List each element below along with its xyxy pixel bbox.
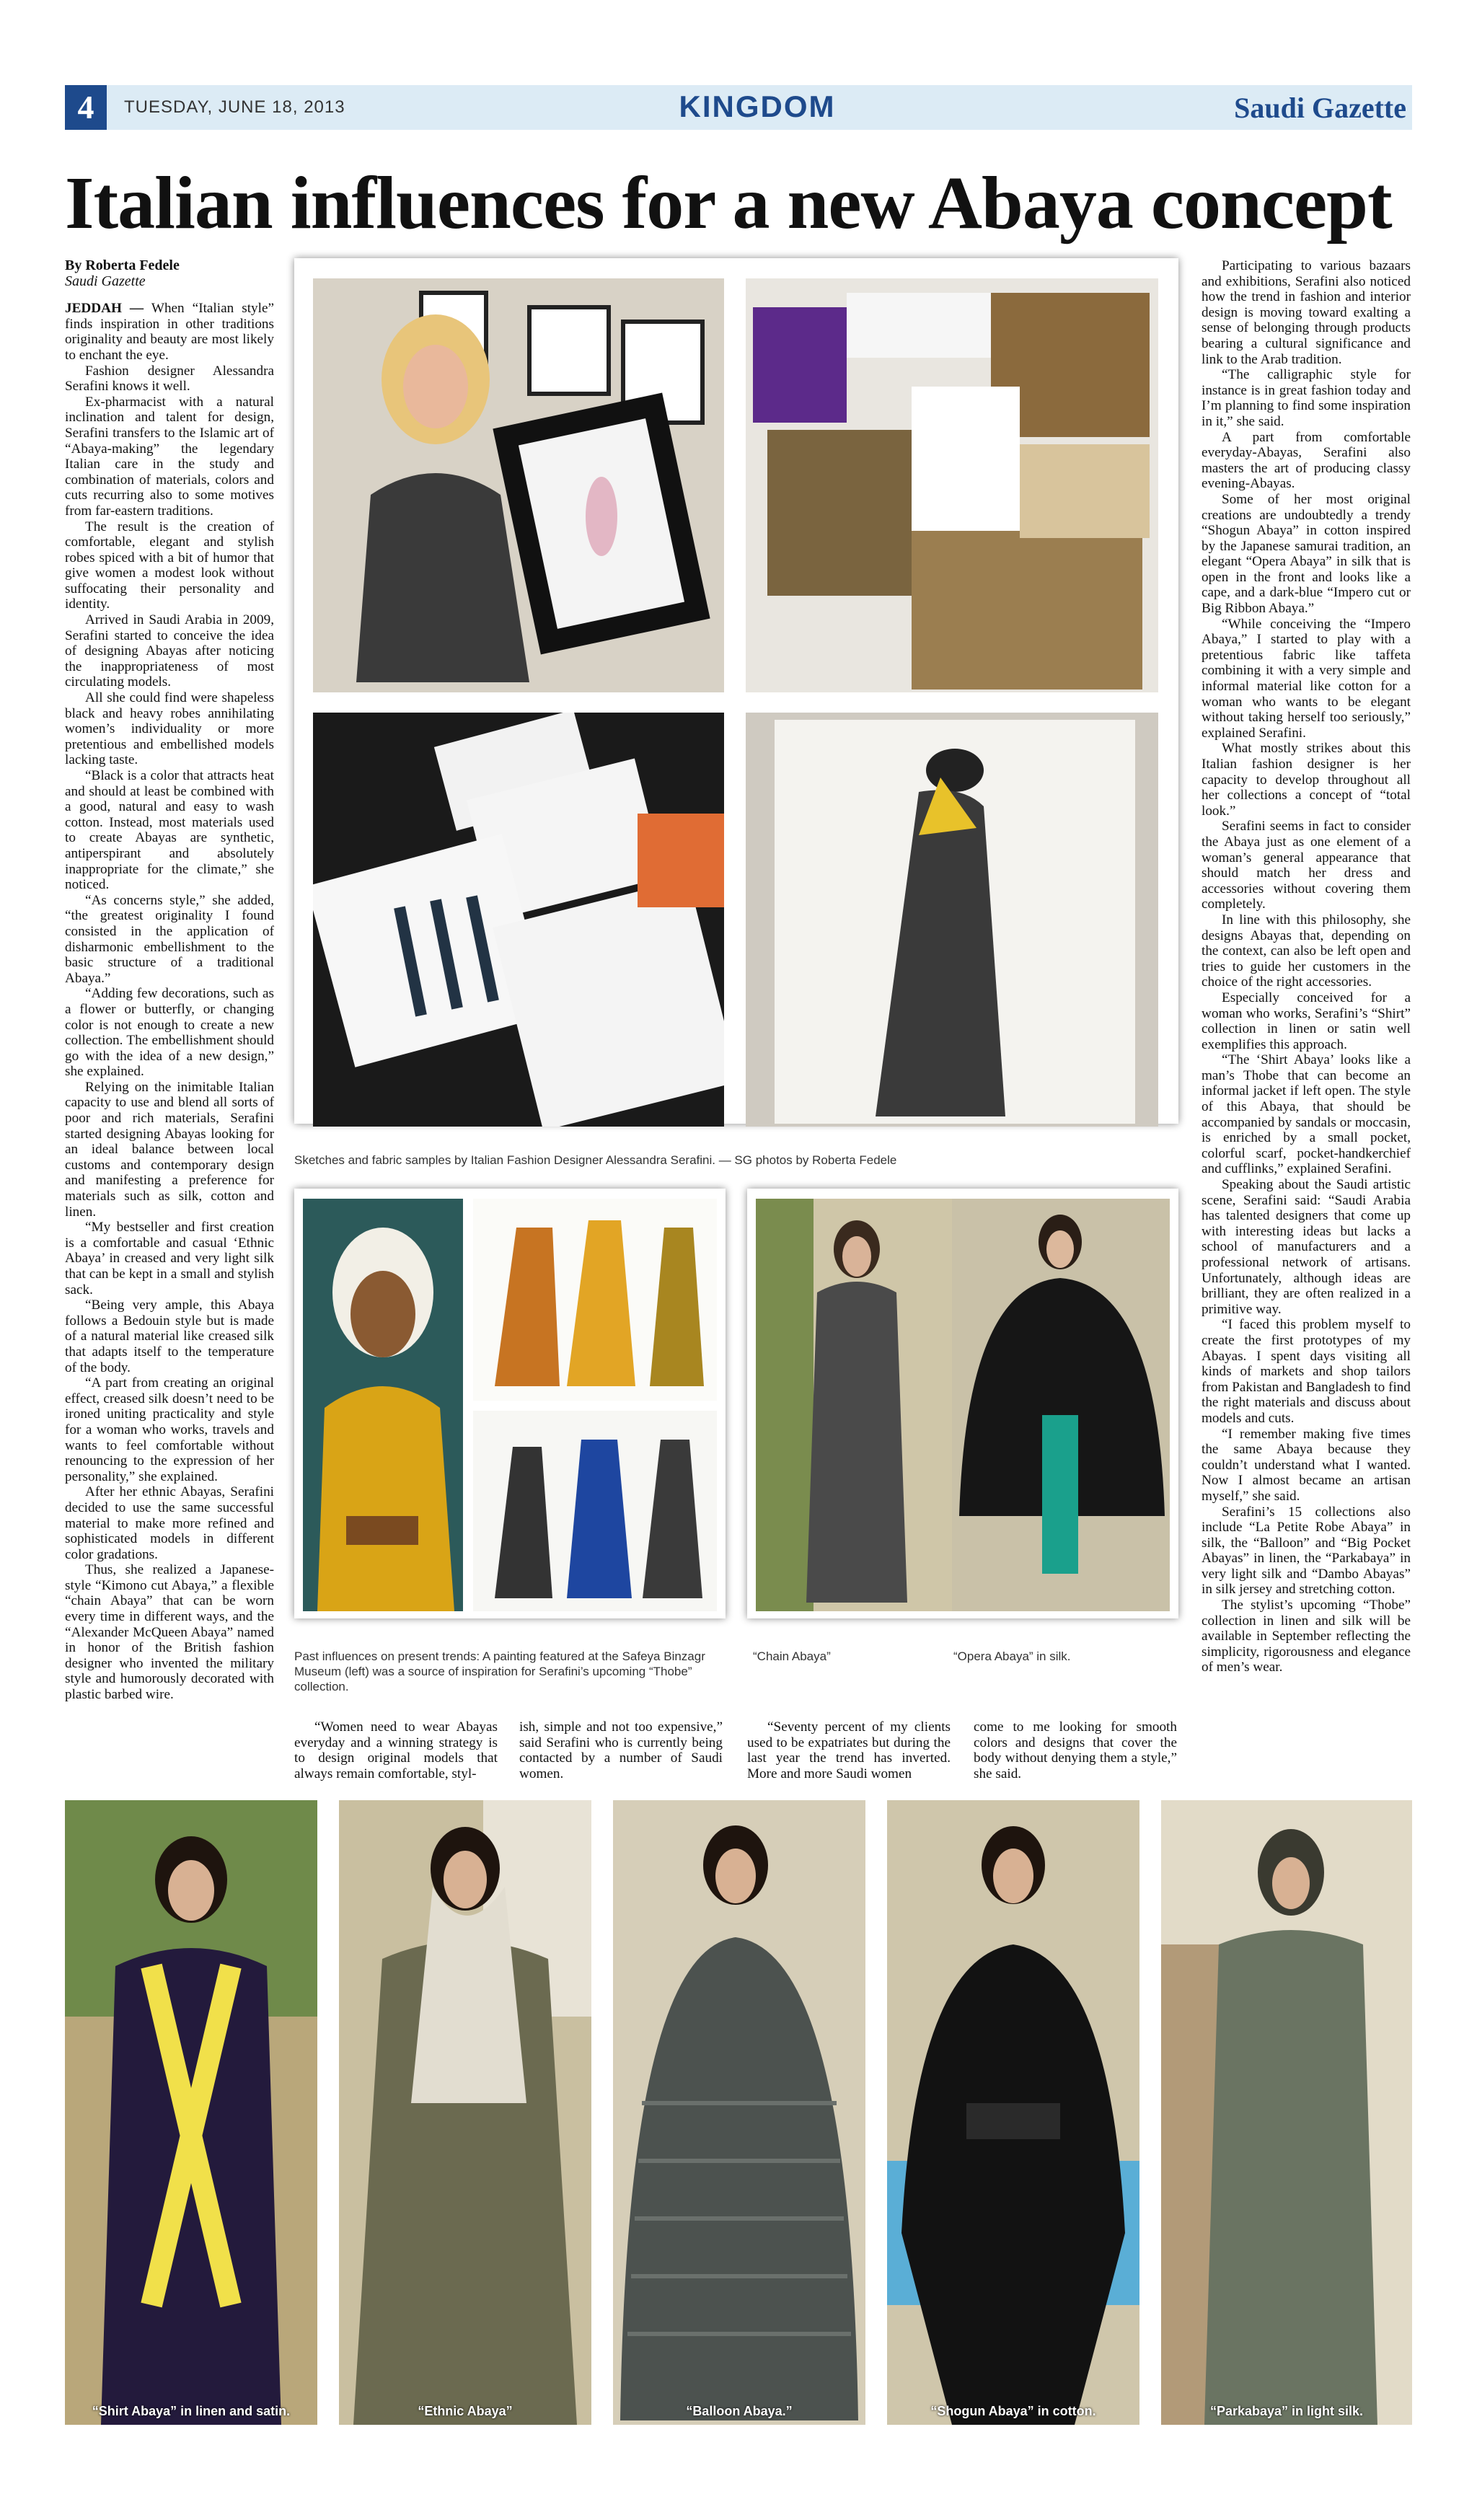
paragraph: “Black is a color that attracts heat and should at least be combined with a good, natural and easy to wash cotton. Instead, most materials used to create Abayas are synthetic, antiperspirant and absolutely inappropriate for the climate,” she noticed. xyxy=(65,768,274,893)
photo-fabric-samples xyxy=(746,278,1158,692)
paragraph: “The calligraphic style for instance is in great fashion today and I’m planning to find some inspiration in it,” she said. xyxy=(1202,367,1411,429)
paragraph: Ex-pharmacist with a natural inclination and talent for design, Serafini transfers to the Islamic art of “Abaya-making” the legendary Italian care in the study and combination of materials, colors and cuts recurring also to some motives from far-eastern traditions. xyxy=(65,394,274,519)
caption-chain-abaya: “Chain Abaya” xyxy=(753,1649,831,1663)
paragraph: Arrived in Saudi Arabia in 2009, Serafini started to conceive the idea of designing Abayas after noticing the inappropriateness of most circulating models. xyxy=(65,612,274,690)
article-column-3 xyxy=(519,1719,723,1781)
photo-parkabaya xyxy=(1161,1800,1412,2425)
photo-sketches-table xyxy=(313,713,724,1127)
photo-chain-abaya xyxy=(756,1199,953,1611)
article-column-4 xyxy=(747,1719,951,1781)
paragraph: ish, simple and not too expensive,” said Serafini who is currently being contacted by a number of Saudi women. xyxy=(519,1719,723,1781)
photo-shogun-abaya xyxy=(887,1800,1139,2425)
paragraph: JEDDAH — When “Italian style” finds inspiration in other traditions originality and beauty are most likely to enchant the eye. xyxy=(65,301,275,363)
photo-shirt-abaya xyxy=(65,1800,317,2425)
paragraph: What mostly strikes about this Italian fashion designer is her capacity to develop throughout all her collections a concept of “total look.” xyxy=(1202,741,1411,819)
photo-color-sketches xyxy=(473,1199,717,1401)
paragraph: A part from comfortable everyday-Abayas, Serafini also masters the art of producing classy evening-Abayas. xyxy=(1202,429,1411,492)
article-column-6 xyxy=(1202,258,1411,1675)
paragraph: Especially conceived for a woman who works, Serafini’s “Shirt” collection in linen or satin well exemplifies this approach. xyxy=(1202,990,1411,1052)
paragraph: “Adding few decorations, such as a flower or butterfly, or changing color is not enough to create a new collection. The embellishment should go with the idea of a new design,” she explained. xyxy=(65,986,274,1080)
paragraph: In line with this philosophy, she designs Abayas that, depending on the context, can also be left open and tries to guide her customers in the choice of the right accessories. xyxy=(1202,912,1411,990)
paragraph: “A part from creating an original effect, creased silk doesn’t need to be ironed uniting practicality and style for a woman who works, travels and wants to feel comfortable without renouncing to the expression of her personality,” she explained. xyxy=(65,1375,274,1484)
photo-opera-abaya xyxy=(952,1199,1170,1611)
photo-balloon-abaya xyxy=(613,1800,865,2425)
paragraph: “Seventy percent of my clients used to be expatriates but during the last year the trend has inverted. More and more Saudi women xyxy=(747,1719,951,1781)
photo-designer-with-sketch xyxy=(313,278,724,692)
headline: Italian influences for a new Abaya concept xyxy=(65,162,1392,244)
caption-ethnic-abaya: “Ethnic Abaya” xyxy=(418,2404,513,2418)
caption-balloon-abaya: “Balloon Abaya.” xyxy=(686,2404,793,2418)
paragraph: Thus, she realized a Japanese-style “Kimono cut Abaya,” a flexible “chain Abaya” that can be worn every time in different ways, and the “Alexander McQueen Abaya” named in honor of the British fashion designer who invented the military style and humorously decorated with plastic barbed wire. xyxy=(65,1562,274,1703)
photo-caption-top: Sketches and fabric samples by Italian Fashion Designer Alessandra Serafini. — SG photos by Roberta Fedele xyxy=(294,1153,897,1167)
byline-org: Saudi Gazette xyxy=(65,273,146,289)
paragraph: Relying on the inimitable Italian capacity to use and blend all sorts of poor and rich materials, Serafini started designing Abayas looking for an ideal balance between local customs and contemporary design and manifesting a preference for materials such as silk, cotton and linen. xyxy=(65,1079,274,1220)
paragraph: Serafini seems in fact to consider the Abaya just as one element of a woman’s general appearance that should match her dress and accessories without covering them completely. xyxy=(1202,819,1411,912)
paragraph: After her ethnic Abayas, Serafini decided to use the same successful material to make more refined and sophisticated models in different color gradations. xyxy=(65,1484,274,1562)
paragraph: Participating to various bazaars and exhibitions, Serafini also noticed how the trend in fashion and interior design is moving toward exalting a sense of belonging through products bearing a cultural significance and link to the Arab tradition. xyxy=(1202,258,1411,367)
newspaper-brand: Saudi Gazette xyxy=(1234,92,1406,124)
byline: By Roberta Fedele xyxy=(65,257,180,273)
article-column-2 xyxy=(294,1719,498,1781)
photo-bedouin-painting xyxy=(303,1199,463,1611)
paragraph: “Being very ample, this Abaya follows a Bedouin style but is made of a natural material like creased silk that adapts itself to the temperature of the body. xyxy=(65,1298,274,1375)
section-name: KINGDOM xyxy=(679,89,836,123)
paragraph: “I remember making five times the same Abaya because they couldn’t understand what I wanted. Now I almost became an artisan myself,” she said. xyxy=(1202,1426,1411,1504)
paragraph: Speaking about the Saudi artistic scene, Serafini said: “Saudi Arabia has talented designers that come up with interesting ideas but lacks a school of manufacturers and a professional network of artisans. Unfortunately, although ideas are brilliant, they are often realized in a primitive way. xyxy=(1202,1177,1411,1317)
paragraph: Fashion designer Alessandra Serafini knows it well. xyxy=(65,363,274,395)
paragraph: come to me looking for smooth colors and designs that cover the body without denying them a style,” she said. xyxy=(974,1719,1177,1781)
paragraph: “My bestseller and first creation is a comfortable and casual ‘Ethnic Abaya’ in creased and very light silk that can be kept in a small and stylish sack. xyxy=(65,1220,274,1298)
photo-blue-sketches xyxy=(473,1411,717,1611)
paragraph: All she could find were shapeless black and heavy robes annihilating women’s individuality or more pretentious and embellished models lacking taste. xyxy=(65,690,274,768)
caption-shogun-abaya: “Shogun Abaya” in cotton. xyxy=(930,2404,1096,2418)
article-column-1 xyxy=(65,258,274,1703)
paragraph: “Women need to wear Abayas everyday and a winning strategy is to design original models that always remain comfortable, styl- xyxy=(294,1719,498,1781)
photo-caption-painting: Past influences on present trends: A painting featured at the Safeya Binzagr Museum (left) was a source of inspiration for Serafini’s upcoming “Thobe” collection. xyxy=(294,1649,705,1693)
page-number: 4 xyxy=(65,85,107,130)
caption-parkabaya: “Parkabaya” in light silk. xyxy=(1209,2404,1364,2418)
caption-shirt-abaya: “Shirt Abaya” in linen and satin. xyxy=(92,2404,291,2418)
dateline: JEDDAH — xyxy=(65,301,144,317)
paragraph: “The ‘Shirt Abaya’ looks like a man’s Thobe that can become an informal jacket if left open. The style of this Abaya, that should be accompanied by sandals or moccasin, is enriched by a small pocket, colorful scarf, pocket-handkerchief and cufflinks,” explained Serafini. xyxy=(1202,1052,1411,1177)
paragraph: Some of her most original creations are undoubtedly a trendy “Shogun Abaya” in cotton inspired by the Japanese samurai tradition, an elegant “Opera Abaya” in silk that is open in the front and looks like a cape, and a dark-blue “Impero cut or Big Ribbon Abaya.” xyxy=(1202,491,1411,617)
issue-date: TUESDAY, JUNE 18, 2013 xyxy=(124,97,345,117)
article-column-5 xyxy=(974,1719,1177,1781)
paragraph: “While conceiving the “Impero Abaya,” I started to play with a pretentious fabric like taffeta combining it with a very simple and informal material like cotton for a woman who wants to be elegant without taking herself too seriously,” explained Serafini. xyxy=(1202,616,1411,741)
paragraph: Serafini’s 15 collections also include “La Petite Robe Abaya” in silk, the “Balloon” and “Big Pocket Abayas” in linen, the “Parkabaya” in very light silk and “Dambo Abayas” in silk jersey and stretching cotton. xyxy=(1202,1504,1411,1598)
paragraph: “As concerns style,” she added, “the greatest originality I found consisted in the application of disharmonic embellishment to the basic structure of a traditional Abaya.” xyxy=(65,892,274,986)
paragraph: “I faced this problem myself to create the first prototypes of my Abayas. I spent days visiting all kinds of markets and shop tailors from Pakistan and Bangladesh to find the right materials and discuss about models and cuts. xyxy=(1202,1317,1411,1426)
paragraph: The stylist’s upcoming “Thobe” collection in linen and silk will be available in September reflecting the simplicity, rigorousness and elegance of men’s wear. xyxy=(1202,1598,1411,1675)
caption-opera-abaya: “Opera Abaya” in silk. xyxy=(953,1649,1071,1663)
photo-sketch-closeup xyxy=(746,713,1158,1127)
photo-ethnic-abaya xyxy=(339,1800,591,2425)
paragraph: The result is the creation of comfortable, elegant and stylish robes spiced with a bit of humor that give women a modest look without suffocating their personality and identity. xyxy=(65,519,274,612)
